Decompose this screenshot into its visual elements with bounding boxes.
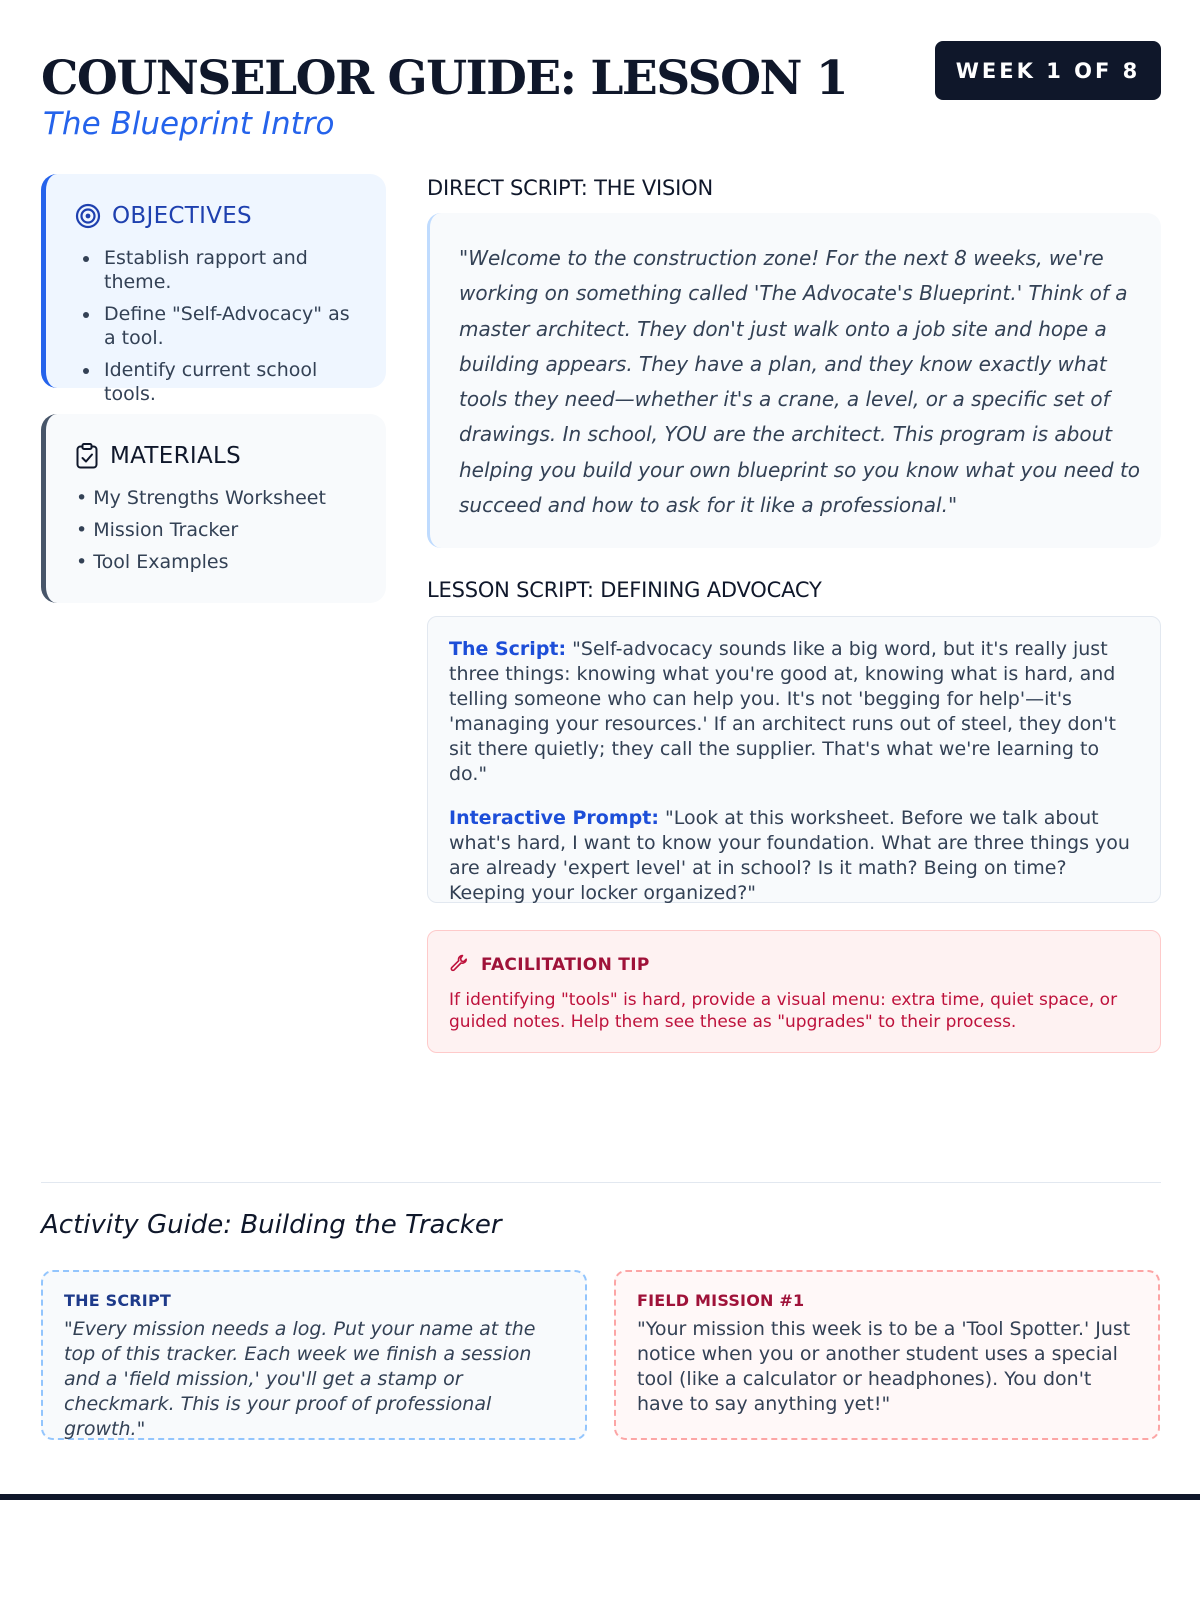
vision-heading: DIRECT SCRIPT: THE VISION bbox=[427, 176, 713, 200]
target-icon bbox=[74, 202, 102, 230]
tip-heading: FACILITATION TIP bbox=[481, 955, 650, 975]
script-paragraph bbox=[449, 637, 1140, 787]
script-text: "Self-advocacy sounds like a big word, but it's really just three things: knowing what you're good at, knowing what is hard, and telling someone who can help you. It's not 'begging for help'—it's 'managing your resources.' If an architect runs out of steel, they don't sit there quietly; they call the supplier. That's what we're learning to do." bbox=[449, 638, 1116, 785]
activity-title: Activity Guide: Building the Tracker bbox=[41, 1210, 502, 1240]
clipboard-check-icon bbox=[74, 442, 100, 470]
list-item: Define "Self-Advocacy" as a tool. bbox=[104, 302, 366, 350]
vision-script-text: "Welcome to the construction zone! For the next 8 weeks, we're working on something called 'The Advocate's Blueprint.' Think of a master architect. They don't just walk onto a job site and hope a building appears. They have a plan, and they know exactly what tools they need—whether it's a crane, a level, or a specific set of drawings. In school, YOU are the architect. This program is about helping you build your own blueprint so you know what you need to succeed and how to ask for it like a professional." bbox=[459, 246, 1141, 518]
activity-script-label: THE SCRIPT bbox=[64, 1291, 171, 1310]
objectives-card bbox=[41, 174, 386, 405]
list-item: • My Strengths Worksheet bbox=[76, 487, 326, 509]
footer-bar bbox=[0, 1494, 1200, 1500]
wrench-icon bbox=[449, 953, 469, 977]
tip-text: If identifying "tools" is hard, provide a visual menu: extra time, quiet space, or guided notes. Help them see these as "upgrades" to their process. bbox=[449, 990, 1118, 1032]
materials-header bbox=[74, 442, 241, 470]
field-mission-label: FIELD MISSION #1 bbox=[637, 1291, 805, 1310]
activity-script-box bbox=[41, 1270, 587, 1440]
field-mission-text: "Your mission this week is to be a 'Tool Spotter.' Just notice when you or another student uses a special tool (like a calculator or headphones). You don't have to say anything yet!" bbox=[637, 1318, 1131, 1415]
materials-list bbox=[76, 486, 326, 582]
materials-heading: MATERIALS bbox=[110, 443, 241, 469]
field-mission-box bbox=[614, 1270, 1160, 1440]
section-divider bbox=[41, 1182, 1161, 1183]
list-item: • Mission Tracker bbox=[76, 519, 239, 541]
lesson-script-box bbox=[427, 616, 1161, 903]
tip-header bbox=[449, 953, 1140, 977]
materials-card bbox=[41, 414, 386, 603]
prompt-paragraph bbox=[449, 806, 1140, 906]
objectives-header bbox=[74, 202, 252, 230]
page-header bbox=[41, 40, 1161, 150]
vision-script-box bbox=[427, 213, 1161, 548]
list-item: Identify current school tools. bbox=[104, 358, 366, 406]
objectives-heading: OBJECTIVES bbox=[112, 203, 252, 229]
activity-script-text: "Every mission needs a log. Put your name at the top of this tracker. Each week we finish a session and a 'field mission,' you'll get a stamp or checkmark. This is your proof of professional growth." bbox=[64, 1318, 536, 1440]
prompt-text: "Look at this worksheet. Before we talk about what's hard, I want to know your foundation. What are three things you are already 'expert level' at in school? Is it math? Being on time? Keeping your locker organized?" bbox=[449, 807, 1130, 904]
lesson-heading: LESSON SCRIPT: DEFINING ADVOCACY bbox=[427, 578, 822, 602]
page-subtitle: The Blueprint Intro bbox=[43, 106, 335, 142]
prompt-label: Interactive Prompt: bbox=[449, 807, 659, 829]
objectives-list bbox=[104, 246, 366, 414]
page-title: COUNSELOR GUIDE: LESSON 1 bbox=[41, 51, 848, 106]
facilitation-tip-box bbox=[427, 930, 1161, 1053]
list-item: • Tool Examples bbox=[76, 551, 229, 573]
list-item: Establish rapport and theme. bbox=[104, 246, 366, 294]
week-badge: WEEK 1 OF 8 bbox=[935, 41, 1161, 100]
script-label: The Script: bbox=[449, 638, 567, 660]
